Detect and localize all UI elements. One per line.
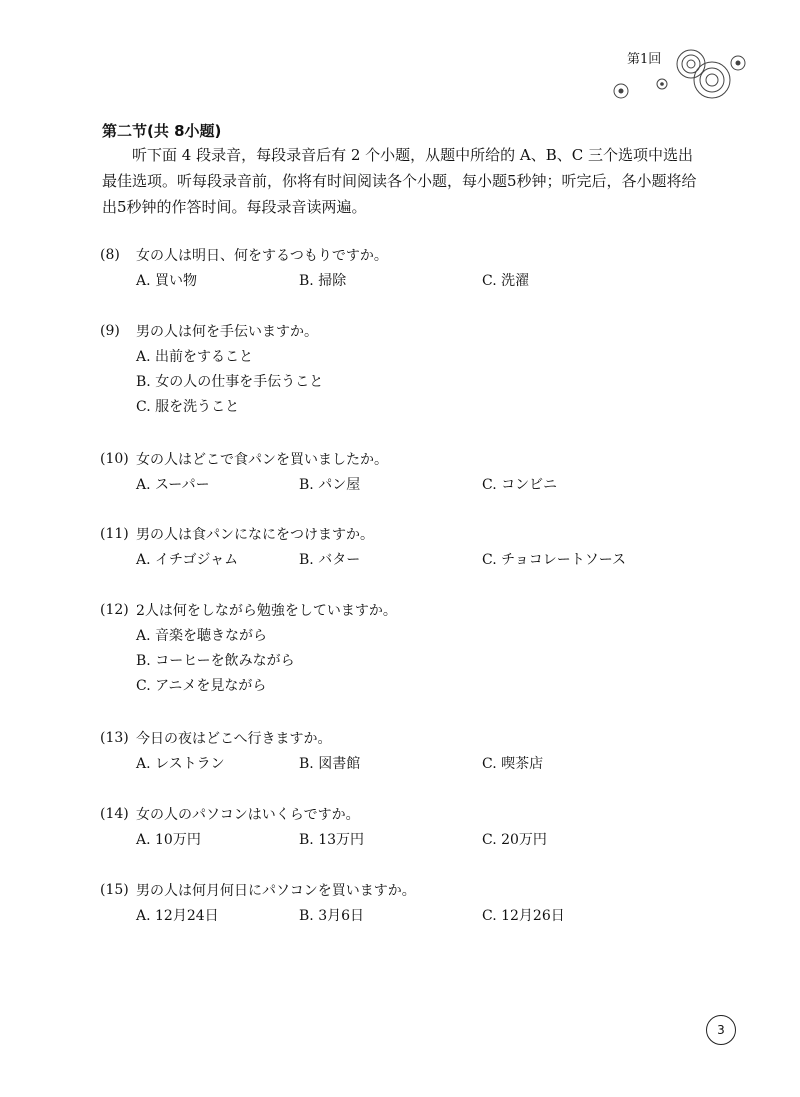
option-a[interactable]: A. 買い物 — [136, 272, 198, 289]
section-instructions: 听下面 4 段录音，每段录音后有 2 个小题，从题中所给的 A、B、C 三个选项中选出最佳选项。听每段录音前，你将有时间阅读各个小题，每小题5秒钟；听完后，各小题将给出5秒钟的作答时间。每段录音读两遍。 — [102, 146, 697, 216]
option-c[interactable]: C. チョコレートソース — [482, 551, 626, 568]
question-text: 女の人はどこで食パンを買いましたか。 — [136, 451, 388, 468]
question-text: 女の人は明日、何をするつもりですか。 — [136, 247, 388, 264]
question-10 — [100, 446, 700, 496]
option-b[interactable]: B. 図書館 — [299, 755, 361, 772]
question-15 — [100, 877, 700, 927]
question-text: 男の人は何を手伝いますか。 — [136, 323, 318, 340]
question-11 — [100, 521, 700, 571]
option-c[interactable]: C. コンビニ — [482, 476, 558, 493]
flower-decoration — [605, 42, 765, 112]
option-a[interactable]: A. 音楽を聴きながら — [136, 627, 268, 644]
question-number: (15) — [100, 881, 129, 898]
question-13 — [100, 725, 700, 775]
question-text: 男の人は何月何日にパソコンを買いますか。 — [136, 882, 416, 899]
option-b[interactable]: B. 3月6日 — [299, 907, 365, 924]
option-c[interactable]: C. 12月26日 — [482, 907, 565, 924]
question-text: 男の人は食パンになにをつけますか。 — [136, 526, 374, 543]
page-number: 3 — [706, 1015, 736, 1045]
question-12 — [100, 597, 700, 697]
question-text: 今日の夜はどこへ行きますか。 — [136, 730, 332, 747]
question-number: (10) — [100, 450, 129, 467]
option-c[interactable]: C. 20万円 — [482, 831, 547, 848]
option-a[interactable]: A. スーパー — [136, 476, 210, 493]
option-c[interactable]: C. アニメを見ながら — [136, 677, 267, 694]
question-number: (13) — [100, 729, 129, 746]
question-number: (11) — [100, 525, 129, 542]
question-number: (12) — [100, 601, 129, 618]
option-a[interactable]: A. 10万円 — [136, 831, 201, 848]
question-text: 2人は何をしながら勉強をしていますか。 — [136, 602, 397, 619]
option-b[interactable]: B. パン屋 — [299, 476, 361, 493]
question-number: (14) — [100, 805, 129, 822]
chapter-label: 第1回 — [627, 52, 662, 67]
option-b[interactable]: B. 13万円 — [299, 831, 365, 848]
option-a[interactable]: A. レストラン — [136, 755, 225, 772]
option-a[interactable]: A. 出前をすること — [136, 348, 254, 365]
section-title: 第二节(共 8小题) — [102, 122, 222, 140]
option-c[interactable]: C. 服を洗うこと — [136, 398, 240, 415]
option-b[interactable]: B. 女の人の仕事を手伝うこと — [136, 373, 324, 390]
question-number: (8) — [100, 246, 120, 263]
option-b[interactable]: B. コーヒーを飲みながら — [136, 652, 295, 669]
question-14 — [100, 801, 700, 851]
question-text: 女の人のパソコンはいくらですか。 — [136, 806, 360, 823]
question-number: (9) — [100, 322, 120, 339]
option-c[interactable]: C. 喫茶店 — [482, 755, 544, 772]
question-8 — [100, 242, 700, 292]
option-a[interactable]: A. 12月24日 — [136, 907, 219, 924]
option-b[interactable]: B. バター — [299, 551, 361, 568]
question-9 — [100, 318, 700, 418]
option-a[interactable]: A. イチゴジャム — [136, 551, 239, 568]
option-b[interactable]: B. 掃除 — [299, 272, 347, 289]
option-c[interactable]: C. 洗濯 — [482, 272, 530, 289]
